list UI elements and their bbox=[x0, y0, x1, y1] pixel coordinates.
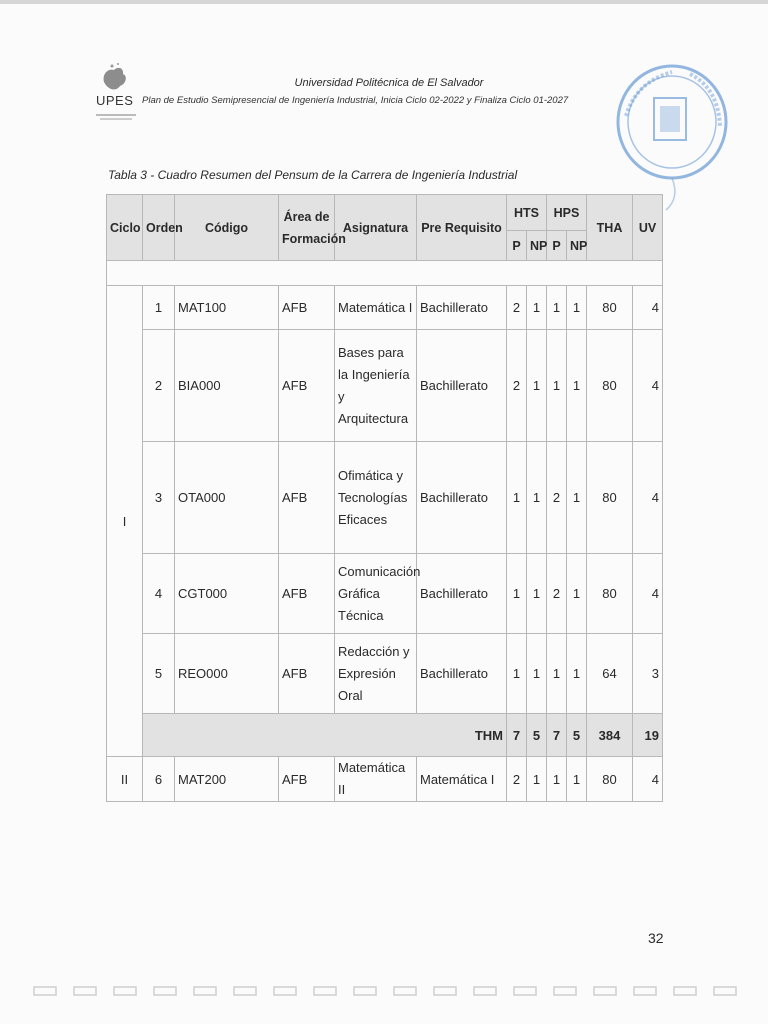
area-cell: AFB bbox=[279, 330, 335, 442]
hps-np-cell: 1 bbox=[567, 442, 587, 554]
hts-p-cell: 1 bbox=[507, 554, 527, 634]
hps-p-cell: 2 bbox=[547, 554, 567, 634]
header-area: Área de Formación bbox=[279, 195, 335, 261]
orden-cell: 5 bbox=[143, 634, 175, 714]
scan-footer-marks bbox=[30, 984, 750, 998]
tha-cell: 80 bbox=[587, 286, 633, 330]
official-seal-icon bbox=[606, 62, 730, 212]
orden-cell: 2 bbox=[143, 330, 175, 442]
prereq-cell: Bachillerato bbox=[417, 286, 507, 330]
prereq-cell: Matemática I bbox=[417, 757, 507, 802]
hts-np-cell: 1 bbox=[527, 286, 547, 330]
hts-np-cell: 1 bbox=[527, 757, 547, 802]
orden-cell: 4 bbox=[143, 554, 175, 634]
uv-cell: 4 bbox=[633, 286, 663, 330]
orden-cell: 6 bbox=[143, 757, 175, 802]
hts-p-cell: 2 bbox=[507, 757, 527, 802]
hps-np-cell: 1 bbox=[567, 634, 587, 714]
thm-hps-p: 7 bbox=[547, 714, 567, 757]
hps-p-cell: 1 bbox=[547, 286, 567, 330]
tha-cell: 64 bbox=[587, 634, 633, 714]
table-row bbox=[107, 330, 663, 442]
hps-np-cell: 1 bbox=[567, 330, 587, 442]
header-hts-p: P bbox=[507, 231, 527, 261]
page-number: 32 bbox=[648, 930, 664, 946]
hps-np-cell: 1 bbox=[567, 554, 587, 634]
logo-text: UPES bbox=[96, 93, 134, 108]
header-hps-p: P bbox=[547, 231, 567, 261]
header-ciclo: Ciclo bbox=[107, 195, 143, 261]
area-cell: AFB bbox=[279, 634, 335, 714]
asignatura-cell: Comunicación Gráfica Técnica bbox=[335, 554, 417, 634]
thm-hps-np: 5 bbox=[567, 714, 587, 757]
codigo-cell: CGT000 bbox=[175, 554, 279, 634]
uv-cell: 4 bbox=[633, 554, 663, 634]
hts-p-cell: 2 bbox=[507, 286, 527, 330]
hts-np-cell: 1 bbox=[527, 442, 547, 554]
header-hts: HTS bbox=[507, 195, 547, 231]
header-asignatura: Asignatura bbox=[335, 195, 417, 261]
asignatura-cell: Redacción y Expresión Oral bbox=[335, 634, 417, 714]
thm-total-row bbox=[107, 714, 663, 757]
hps-np-cell: 1 bbox=[567, 757, 587, 802]
header-hps-np: NP bbox=[567, 231, 587, 261]
asignatura-cell: Matemática II bbox=[335, 757, 417, 802]
header-orden: Orden bbox=[143, 195, 175, 261]
table-header-row bbox=[107, 195, 663, 231]
tha-cell: 80 bbox=[587, 442, 633, 554]
codigo-cell: MAT100 bbox=[175, 286, 279, 330]
area-cell: AFB bbox=[279, 757, 335, 802]
hps-np-cell: 1 bbox=[567, 286, 587, 330]
area-cell: AFB bbox=[279, 554, 335, 634]
hps-p-cell: 2 bbox=[547, 442, 567, 554]
prereq-cell: Bachillerato bbox=[417, 442, 507, 554]
hts-p-cell: 1 bbox=[507, 634, 527, 714]
uv-cell: 4 bbox=[633, 757, 663, 802]
table-row bbox=[107, 634, 663, 714]
tha-cell: 80 bbox=[587, 554, 633, 634]
page-top-edge bbox=[0, 0, 768, 4]
table-row bbox=[107, 442, 663, 554]
hts-np-cell: 1 bbox=[527, 634, 547, 714]
codigo-cell: BIA000 bbox=[175, 330, 279, 442]
table-row bbox=[107, 286, 663, 330]
table-caption: Tabla 3 - Cuadro Resumen del Pensum de la Carrera de Ingeniería Industrial bbox=[108, 168, 518, 182]
orden-cell: 3 bbox=[143, 442, 175, 554]
thm-tha: 384 bbox=[587, 714, 633, 757]
ciclo-cell: II bbox=[107, 757, 143, 802]
prereq-cell: Bachillerato bbox=[417, 554, 507, 634]
asignatura-cell: Ofimática y Tecnologías Eficaces bbox=[335, 442, 417, 554]
area-cell: AFB bbox=[279, 442, 335, 554]
thm-label: THM bbox=[143, 714, 507, 757]
header-uv: UV bbox=[633, 195, 663, 261]
prereq-cell: Bachillerato bbox=[417, 330, 507, 442]
hps-p-cell: 1 bbox=[547, 634, 567, 714]
hts-np-cell: 1 bbox=[527, 330, 547, 442]
university-name: Universidad Politécnica de El Salvador bbox=[294, 77, 484, 89]
hts-p-cell: 2 bbox=[507, 330, 527, 442]
uv-cell: 4 bbox=[633, 330, 663, 442]
uv-cell: 4 bbox=[633, 442, 663, 554]
codigo-cell: MAT200 bbox=[175, 757, 279, 802]
header-codigo: Código bbox=[175, 195, 279, 261]
header-hts-np: NP bbox=[527, 231, 547, 261]
table-row bbox=[107, 554, 663, 634]
header-prereq: Pre Requisito bbox=[417, 195, 507, 261]
hts-np-cell: 1 bbox=[527, 554, 547, 634]
prereq-cell: Bachillerato bbox=[417, 634, 507, 714]
spacer-row bbox=[107, 261, 663, 286]
thm-hts-p: 7 bbox=[507, 714, 527, 757]
ciclo-cell: I bbox=[107, 286, 143, 757]
uv-cell: 3 bbox=[633, 634, 663, 714]
codigo-cell: OTA000 bbox=[175, 442, 279, 554]
table-row bbox=[107, 757, 663, 802]
tha-cell: 80 bbox=[587, 757, 633, 802]
asignatura-cell: Matemática I bbox=[335, 286, 417, 330]
asignatura-cell: Bases para la Ingeniería y Arquitectura bbox=[335, 330, 417, 442]
hps-p-cell: 1 bbox=[547, 757, 567, 802]
thm-uv: 19 bbox=[633, 714, 663, 757]
hps-p-cell: 1 bbox=[547, 330, 567, 442]
pensum-table bbox=[106, 194, 663, 802]
orden-cell: 1 bbox=[143, 286, 175, 330]
hts-p-cell: 1 bbox=[507, 442, 527, 554]
tha-cell: 80 bbox=[587, 330, 633, 442]
header-tha: THA bbox=[587, 195, 633, 261]
codigo-cell: REO000 bbox=[175, 634, 279, 714]
area-cell: AFB bbox=[279, 286, 335, 330]
thm-hts-np: 5 bbox=[527, 714, 547, 757]
plan-subtitle: Plan de Estudio Semipresencial de Ingeniería Industrial, Inicia Ciclo 02-2022 y Finaliza Ciclo 01-2027 bbox=[142, 95, 569, 106]
header-hps: HPS bbox=[547, 195, 587, 231]
